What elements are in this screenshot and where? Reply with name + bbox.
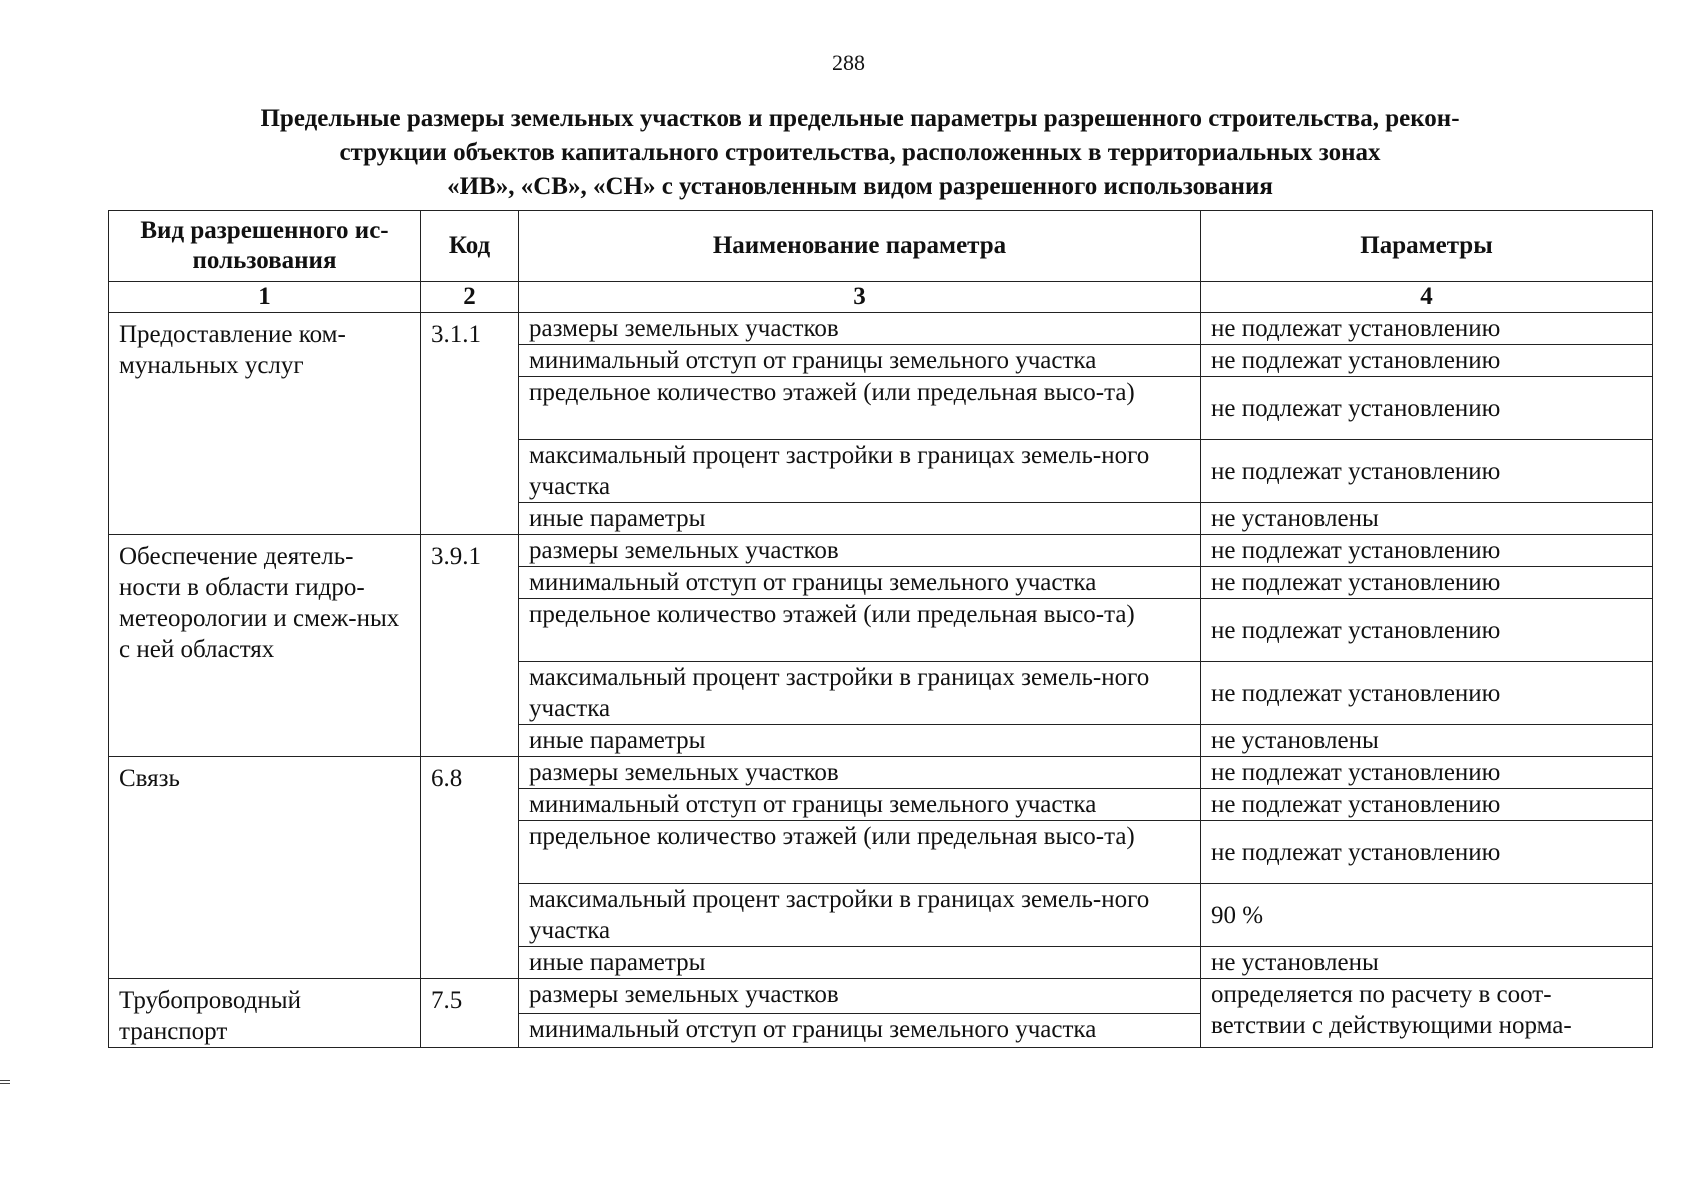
table-row	[109, 979, 1653, 1014]
parameter-value-cell: не подлежат установлению	[1201, 662, 1653, 725]
code-cell: 6.8	[421, 757, 519, 979]
parameter-value-cell: не подлежат установлению	[1201, 313, 1653, 345]
parameter-value-cell: не подлежат установлению	[1201, 440, 1653, 503]
page-number: 288	[832, 50, 865, 75]
column-number: 3	[519, 282, 1201, 313]
table-row	[109, 757, 1653, 789]
title-line-1: Предельные размеры земельных участков и предельные параметры разрешенного строительства, рекон-	[260, 105, 1460, 132]
code-cell: 7.5	[421, 979, 519, 1048]
parameter-value-cell: не подлежат установлению	[1201, 757, 1653, 789]
code-cell: 3.9.1	[421, 535, 519, 757]
parameter-name-cell: предельное количество этажей (или предельная высо-та)	[519, 821, 1201, 884]
parameter-value-cell: не установлены	[1201, 503, 1653, 535]
parameter-value-cell: не подлежат установлению	[1201, 567, 1653, 599]
parameter-name-cell: размеры земельных участков	[519, 535, 1201, 567]
column-number: 1	[109, 282, 421, 313]
parameter-value-cell: 90 %	[1201, 884, 1653, 947]
column-number: 4	[1201, 282, 1653, 313]
parameter-value-cell: не подлежат установлению	[1201, 345, 1653, 377]
parameter-value-cell: не подлежат установлению	[1201, 377, 1653, 440]
parameter-name-cell: минимальный отступ от границы земельного участка	[519, 345, 1201, 377]
parameter-name-cell: иные параметры	[519, 503, 1201, 535]
parameter-name-cell: максимальный процент застройки в границах земель-ного участка	[519, 662, 1201, 725]
parameter-name-cell: размеры земельных участков	[519, 313, 1201, 345]
parameter-name-cell: размеры земельных участков	[519, 979, 1201, 1014]
parameter-value-cell: не установлены	[1201, 947, 1653, 979]
parameter-name-cell: предельное количество этажей (или предельная высо-та)	[519, 599, 1201, 662]
parameter-value-cell: не установлены	[1201, 725, 1653, 757]
parameter-value-cell: не подлежат установлению	[1201, 821, 1653, 884]
usage-type-cell: Связь	[109, 757, 421, 979]
parameter-value-cell: не подлежат установлению	[1201, 535, 1653, 567]
parameter-value-cell: определяется по расчету в соот-ветствии с действующими норма-	[1201, 979, 1653, 1048]
header-parameters: Параметры	[1201, 211, 1653, 282]
title-line-2: струкции объектов капитального строительства, расположенных в территориальных зонах	[339, 139, 1381, 166]
parameter-name-cell: размеры земельных участков	[519, 757, 1201, 789]
document-title	[140, 102, 1580, 204]
parameter-value-cell: не подлежат установлению	[1201, 599, 1653, 662]
code-cell: 3.1.1	[421, 313, 519, 535]
table-row	[109, 313, 1653, 345]
column-number: 2	[421, 282, 519, 313]
usage-type-cell: Трубопроводный транспорт	[109, 979, 421, 1048]
parameter-name-cell: иные параметры	[519, 725, 1201, 757]
parameter-name-cell: предельное количество этажей (или предельная высо-та)	[519, 377, 1201, 440]
parameter-name-cell: максимальный процент застройки в границах земель-ного участка	[519, 440, 1201, 503]
usage-type-cell: Обеспечение деятель-ности в области гидро-метеорологии и смеж-ных с ней областях	[109, 535, 421, 757]
header-code: Код	[421, 211, 519, 282]
parameters-table	[108, 210, 1653, 1048]
table-header-row	[109, 211, 1653, 282]
parameter-name-cell: максимальный процент застройки в границах земель-ного участка	[519, 884, 1201, 947]
parameter-name-cell: иные параметры	[519, 947, 1201, 979]
column-numbers-row	[109, 282, 1653, 313]
header-usage-type: Вид разрешенного ис-пользования	[109, 211, 421, 282]
parameter-name-cell: минимальный отступ от границы земельного участка	[519, 567, 1201, 599]
table-row	[109, 535, 1653, 567]
header-parameter-name: Наименование параметра	[519, 211, 1201, 282]
title-line-3: «ИВ», «СВ», «СН» с установленным видом разрешенного использования	[447, 173, 1273, 200]
parameter-value-cell: не подлежат установлению	[1201, 789, 1653, 821]
parameter-name-cell: минимальный отступ от границы земельного участка	[519, 1013, 1201, 1048]
parameter-name-cell: минимальный отступ от границы земельного участка	[519, 789, 1201, 821]
margin-mark	[0, 1080, 10, 1084]
usage-type-cell: Предоставление ком-мунальных услуг	[109, 313, 421, 535]
